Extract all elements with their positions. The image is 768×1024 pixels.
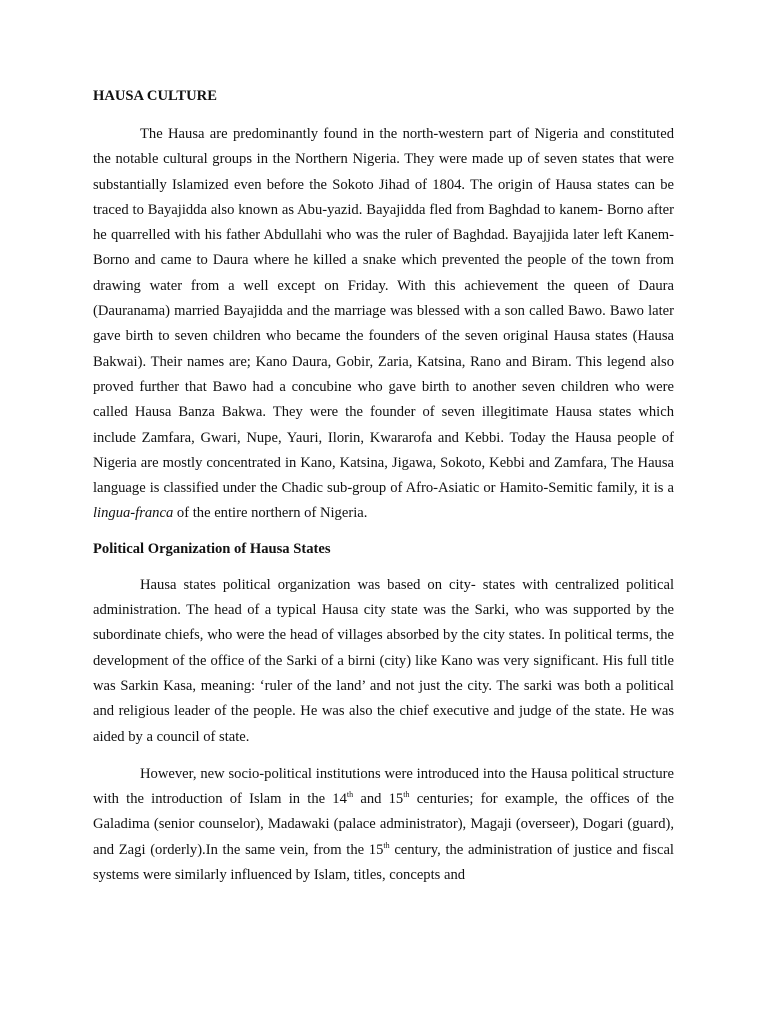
islam-paragraph — [93, 762, 674, 888]
islam-text-4: century, the administration of justice and fiscal systems were similarly influenced by Islam, titles, concepts and — [93, 841, 674, 884]
islam-text-2: and 15 — [360, 791, 404, 808]
intro-italic-term: lingua-franca — [93, 505, 174, 522]
ordinal-suffix-2: th — [403, 790, 410, 800]
intro-text-end: of the entire northern of Nigeria. — [176, 505, 368, 522]
ordinal-suffix-3: th — [383, 840, 390, 850]
islam-text-3: centuries; for example, the offices of the Galadima (senior counselor), Madawaki (palace administrator), Magaji (overseer), Dogari (guard), and Zagi (orderly).In the same vein, from the 15 — [93, 791, 674, 858]
political-paragraph: Hausa states political organization was based on city- states with centralized political administration. The head of a typical Hausa city state was the Sarki, who was supported by the subordinate chiefs, who were the head of villages absorbed by the city states. In political terms, the development of the office of the Sarki of a birni (city) like Kano was very significant. His full title was Sarkin Kasa, meaning: ‘ruler of the land’ and not just the city. The sarki was both a political and religious leader of the people. He was also the chief executive and judge of the state. He was aided by a council of state. — [93, 576, 674, 745]
intro-text: The Hausa are predominantly found in the north-western part of Nigeria and constituted the notable cultural groups in the Northern Nigeria. They were made up of seven states that were substantially Islamized even before the Sokoto Jihad of 1804. The origin of Hausa states can be traced to Bayajidda also known as Abu-yazid. Bayajidda fled from Baghdad to kanem- Borno after he quarrelled with his father Abdullahi who was the ruler of Baghdad. Bayajjida later left Kanem-Borno and came to Daura where he killed a snake which prevented the people of the town from drawing water from a well except on Friday. With this achievement the queen of Daura (Dauranama) married Bayajidda and the marriage was blessed with a son called Bawo. Bawo later gave birth to seven children who became the founders of the seven original Hausa states (Hausa Bakwai). Their names are; Kano Daura, Gobir, Zaria, Katsina, Rano and Biram. This legend also proved further that Bawo had a concubine who gave birth to another seven children who were called Hausa Banza Bakwa. They were the founder of seven illegitimate Hausa states which include Zamfara, Gwari, Nupe, Yauri, Ilorin, Kwararofa and Kebbi. Today the Hausa people of Nigeria are mostly concentrated in Kano, Katsina, Jigawa, Sokoto, Kebbi and Zamfara, The Hausa language is classified under the Chadic sub-group of Afro-Asiatic or Hamito-Semitic family, it is a — [93, 126, 674, 497]
section-heading: Political Organization of Hausa States — [93, 540, 331, 557]
document-title: HAUSA CULTURE — [93, 88, 217, 104]
ordinal-suffix-1: th — [346, 790, 354, 800]
intro-paragraph — [93, 122, 674, 527]
islam-text-1: However, new socio-political institutions were introduced into the Hausa political structure with the introduction of Islam in the 14 — [93, 765, 674, 808]
document-page — [93, 86, 674, 888]
